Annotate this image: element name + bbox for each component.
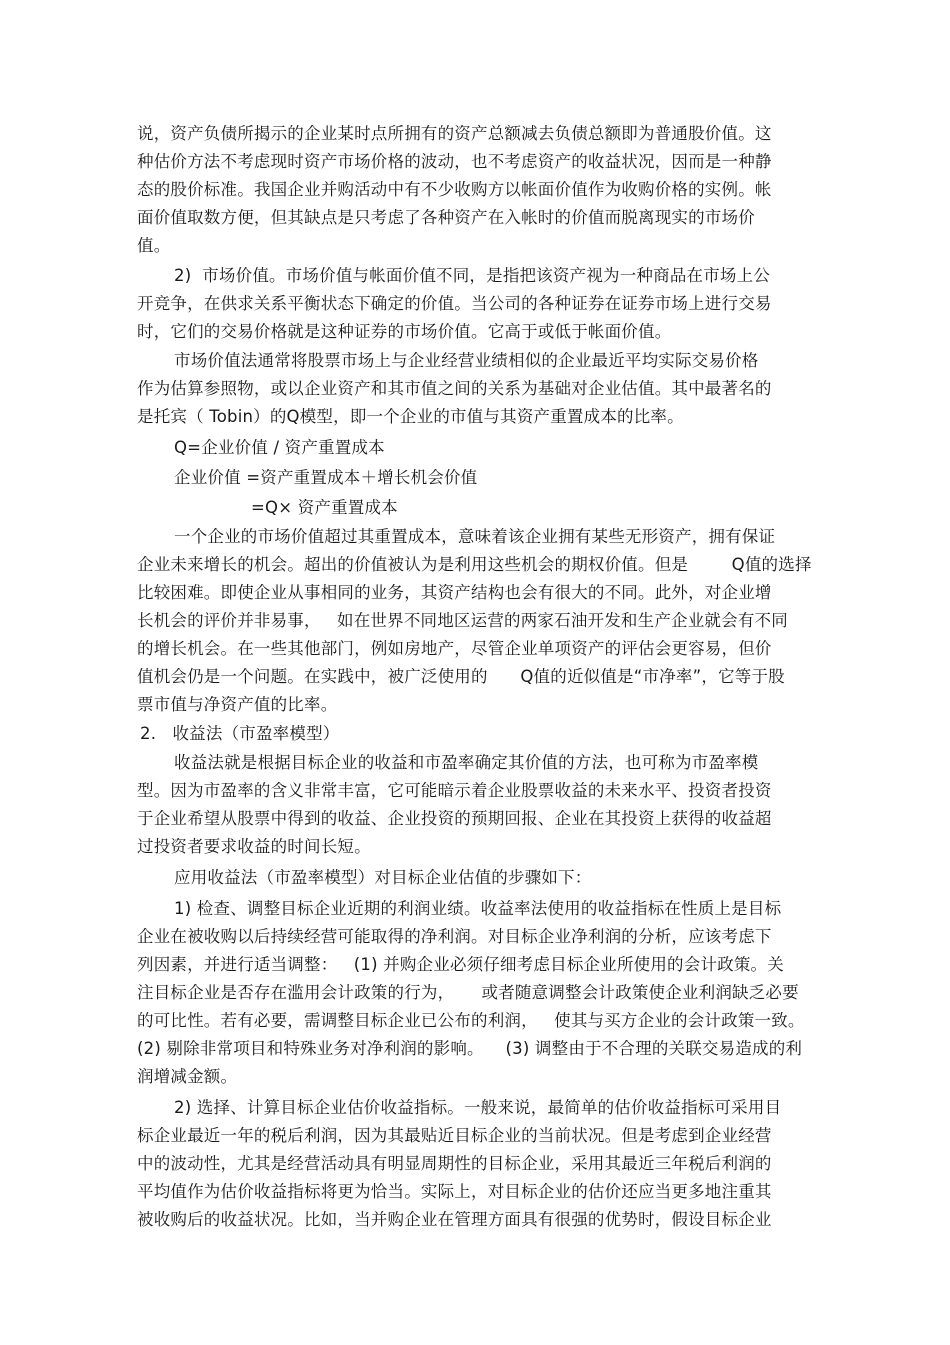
text-line: 标企业最近一年的税后利润，因为其最贴近目标企业的当前状况。但是考虑到企业经营 <box>137 1126 772 1145</box>
text-line: 被收购后的收益状况。比如，当并购企业在管理方面具有很强的优势时，假设目标企业 <box>137 1210 772 1229</box>
text-line: 市场价值法通常将股票市场上与企业经营业绩相似的企业最近平均实际交易价格 <box>174 351 759 370</box>
text-line: 长机会的评价并非易事， 如在世界不同地区运营的两家石油开发和生产企业就会有不同 <box>137 611 788 630</box>
text-line: 列因素，并进行适当调整： (1) 并购企业必须仔细考虑目标企业所使用的会计政策。关 <box>137 955 784 974</box>
text-line: 说，资产负债所揭示的企业某时点所拥有的资产总额减去负债总额即为普通股价值。这 <box>137 124 772 143</box>
formula-line: 企业价值 =资产重置成本＋增长机会价值 <box>174 468 478 487</box>
text-line: 值。 <box>137 236 171 255</box>
text-line: 过投资者要求收益的时间长短。 <box>137 837 371 856</box>
text-line: 面价值取数方便，但其缺点是只考虑了各种资产在入帐时的价值而脱离现实的市场价 <box>137 208 755 227</box>
text-line: 的可比性。若有必要，需调整目标企业已公布的利润， 使其与买方企业的会计政策一致。 <box>137 1011 805 1030</box>
text-line: 是托宾（ Tobin）的Q模型，即一个企业的市值与其资产重置成本的比率。 <box>137 407 684 426</box>
text-line: 作为估算参照物，或以企业资产和其市值之间的关系为基础对企业估值。其中最著名的 <box>137 379 772 398</box>
text-line: 企业在被收购以后持续经营可能取得的净利润。对目标企业净利润的分析，应该考虑下 <box>137 927 772 946</box>
text-line: 态的股价标准。我国企业并购活动中有不少收购方以帐面价值作为收购价格的实例。帐 <box>137 180 772 199</box>
text-line: 票市值与净资产值的比率。 <box>137 695 338 714</box>
text-line: 时，它们的交易价格就是这种证券的市场价值。它高于或低于帐面价值。 <box>137 322 672 341</box>
text-line: 2) 市场价值。市场价值与帐面价值不同，是指把该资产视为一种商品在市场上公 <box>174 266 771 285</box>
section-heading: 2. 收益法（市盈率模型） <box>140 724 340 743</box>
text-line: 应用收益法（市盈率模型）对目标企业估值的步骤如下： <box>174 868 592 887</box>
text-line: 2) 选择、计算目标企业估价收益指标。一般来说，最简单的估价收益指标可采用目 <box>174 1098 782 1117</box>
formula-line: Q=企业价值 / 资产重置成本 <box>174 438 385 457</box>
text-line: 注目标企业是否存在滥用会计政策的行为， 或者随意调整会计政策使企业利润缺乏必要 <box>137 983 799 1002</box>
text-line: 比较困难。即使企业从事相同的业务，其资产结构也会有很大的不同。此外，对企业增 <box>137 583 772 602</box>
text-line: 中的波动性，尤其是经营活动具有明显周期性的目标企业，采用其最近三年税后利润的 <box>137 1154 772 1173</box>
text-line: 企业未来增长的机会。超出的价值被认为是利用这些机会的期权价值。但是 Q值的选择 <box>137 555 812 574</box>
text-line: (2) 剔除非常项目和特殊业务对净利润的影响。 (3) 调整由于不合理的关联交易造成的利 <box>137 1039 803 1058</box>
text-line: 值机会仍是一个问题。在实践中，被广泛使用的 Q值的近似值是“市净率”，它等于股 <box>137 667 785 686</box>
formula-line: =Q× 资产重置成本 <box>251 498 398 517</box>
text-line: 收益法就是根据目标企业的收益和市盈率确定其价值的方法，也可称为市盈率模 <box>174 753 759 772</box>
text-line: 的增长机会。在一些其他部门，例如房地产，尽管企业单项资产的评估会更容易，但价 <box>137 639 772 658</box>
text-line: 一个企业的市场价值超过其重置成本，意味着该企业拥有某些无形资产，拥有保证 <box>174 527 776 546</box>
text-line: 种估价方法不考虑现时资产市场价格的波动，也不考虑资产的收益状况，因而是一种静 <box>137 152 772 171</box>
text-line: 平均值作为估价收益指标将更为恰当。实际上，对目标企业的估价还应当更多地注重其 <box>137 1182 772 1201</box>
text-line: 1) 检查、调整目标企业近期的利润业绩。收益率法使用的收益指标在性质上是目标 <box>174 899 782 918</box>
text-line: 润增减金额。 <box>137 1067 238 1086</box>
text-line: 开竞争，在供求关系平衡状态下确定的价值。当公司的各种证券在证券市场上进行交易 <box>137 294 772 313</box>
text-line: 型。因为市盈率的含义非常丰富，它可能暗示着企业股票收益的未来水平、投资者投资 <box>137 781 772 800</box>
text-line: 于企业希望从股票中得到的收益、企业投资的预期回报、企业在其投资上获得的收益超 <box>137 809 772 828</box>
